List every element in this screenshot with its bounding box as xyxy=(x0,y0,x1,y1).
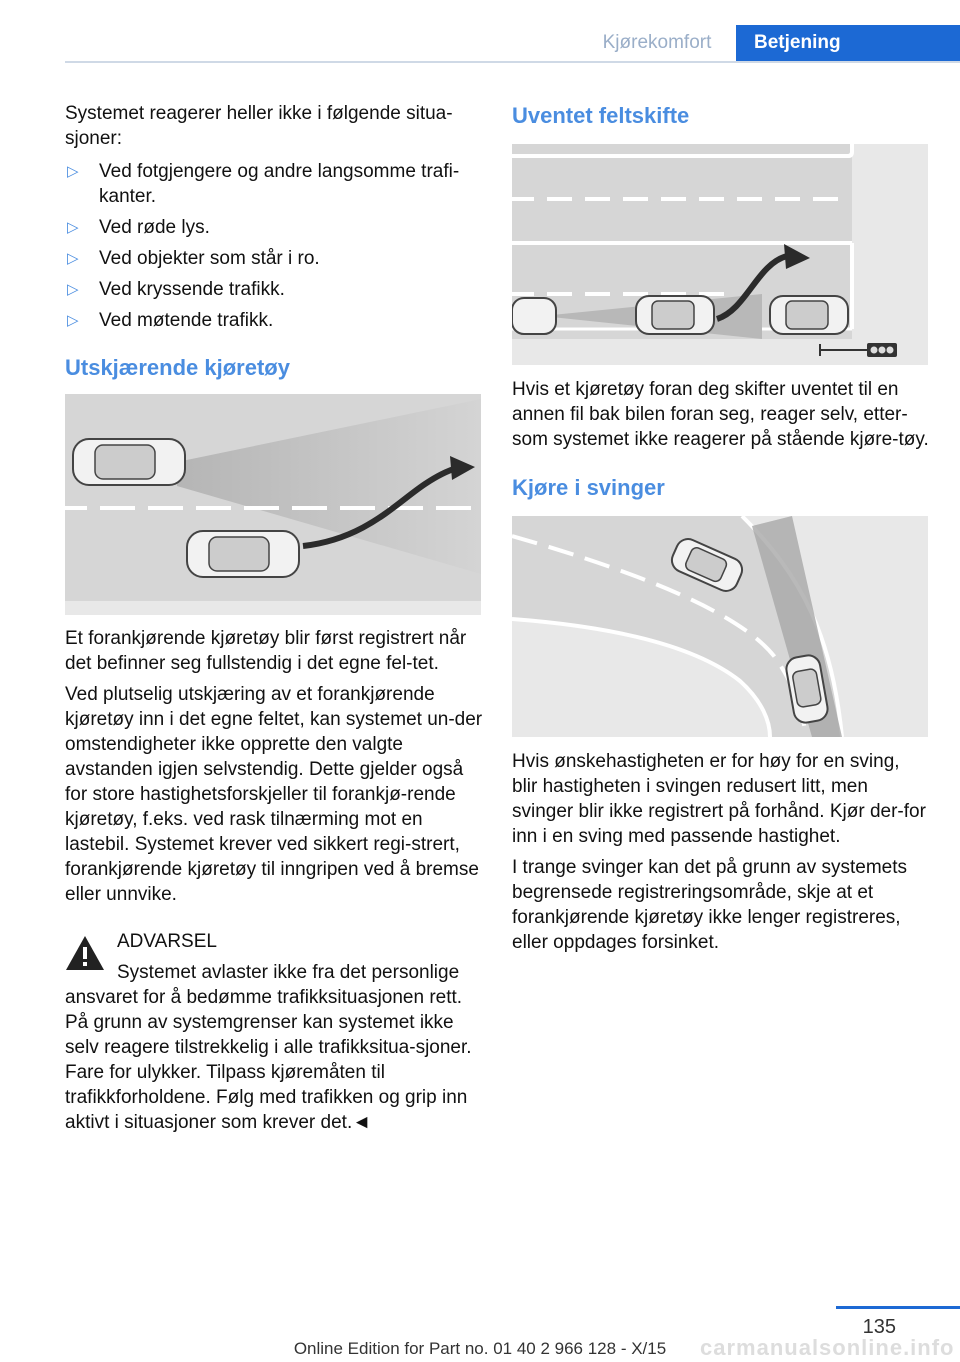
page-number: 135 xyxy=(862,1316,896,1338)
warning-text: Systemet avlaster ikke fra det personlige ansvaret for å bedømme trafikksituasjonen rett. På grunn av systemgrenser kan systemet ikke selv reagere tilstrekkelig i alle trafikksitua-sjoner. Fare for ulykker. Tilpass kjøremåten til trafikkforholdene. Følg med trafikken og grip inn aktivt i situasjoner som krever det.◄ xyxy=(65,962,472,1133)
list-item: ▷ Ved objekter som står i ro. xyxy=(67,248,320,269)
header-rule xyxy=(65,61,960,63)
list-item: ▷ Ved kryssende trafikk. xyxy=(67,279,285,300)
warning-icon xyxy=(65,935,105,971)
heading-unexpected-lane-change: Uventet feltskifte xyxy=(512,103,690,128)
figure-lane-change xyxy=(512,144,928,365)
car-icon xyxy=(73,439,185,485)
list-item: ▷ Ved fotgjengere og andre langsomme trafi-kanter. xyxy=(67,161,460,207)
list-item: ▷ Ved møtende trafikk. xyxy=(67,310,274,331)
triangle-icon: ▷ xyxy=(67,281,79,298)
warning-box xyxy=(65,925,483,1135)
figure-cutting-in xyxy=(65,394,481,615)
car-icon xyxy=(636,296,714,334)
right-column xyxy=(512,101,930,955)
bullet-list xyxy=(65,159,483,333)
footer-edition: Online Edition for Part no. 01 40 2 966 128 - X/15 xyxy=(293,1339,667,1358)
watermark: carmanualsonline.info xyxy=(700,1335,955,1360)
paragraph: Ved plutselig utskjæring av et forankjørende kjøretøy inn i det egne feltet, kan systemet un-der omstendigheter ikke opprette den valgte avstanden igjen selvstendig. Dette gjelder også for store hastighetsforskjeller til forankjø-rende kjøretøy, f.eks. ved rask tilnærming mot en lastebil. Systemet krever ved sikkert regi-strert, forankjørende kjøretøy til inngripen ved å bremse eller unnvike. xyxy=(65,684,483,905)
triangle-icon: ▷ xyxy=(67,250,79,267)
paragraph: Hvis ønskehastigheten er for høy for en sving, blir hastigheten i svingen redusert litt, men svinger blir ikke registrert på forhånd. Kjør der-for inn i en sving med passende hastighet. xyxy=(512,751,926,847)
list-item: ▷ Ved røde lys. xyxy=(67,217,210,238)
tab-active[interactable]: Betjening xyxy=(736,25,960,61)
footer-rule xyxy=(836,1306,960,1309)
paragraph: Et forankjørende kjøretøy blir først registrert når det befinner seg fullstendig i det egne fel-tet. xyxy=(65,628,467,674)
paragraph: I trange svinger kan det på grunn av systemets begrensede registreringsområde, skje at et forankjørende kjøretøy ikke lenger registreres, eller oppdages forsinket. xyxy=(512,857,907,953)
triangle-icon: ▷ xyxy=(67,163,79,180)
triangle-icon: ▷ xyxy=(67,312,79,329)
intro-text: Systemet reagerer heller ikke i følgende situa-sjoner: xyxy=(65,103,453,149)
triangle-icon: ▷ xyxy=(67,219,79,236)
left-column xyxy=(65,101,483,1135)
paragraph: Hvis et kjøretøy foran deg skifter uventet til en annen fil bak bilen foran seg, reager selv, etter-som systemet ikke reagerer på stående kjøre-tøy. xyxy=(512,379,929,450)
car-icon xyxy=(770,296,848,334)
heading-curves: Kjøre i svinger xyxy=(512,475,665,500)
warning-title: ADVARSEL xyxy=(117,931,217,952)
tab-section[interactable]: Kjørekomfort xyxy=(602,32,712,53)
car-icon xyxy=(512,298,556,334)
figure-curves xyxy=(512,516,928,737)
heading-cutting-in: Utskjærende kjøretøy xyxy=(65,355,290,380)
car-icon xyxy=(187,531,299,577)
